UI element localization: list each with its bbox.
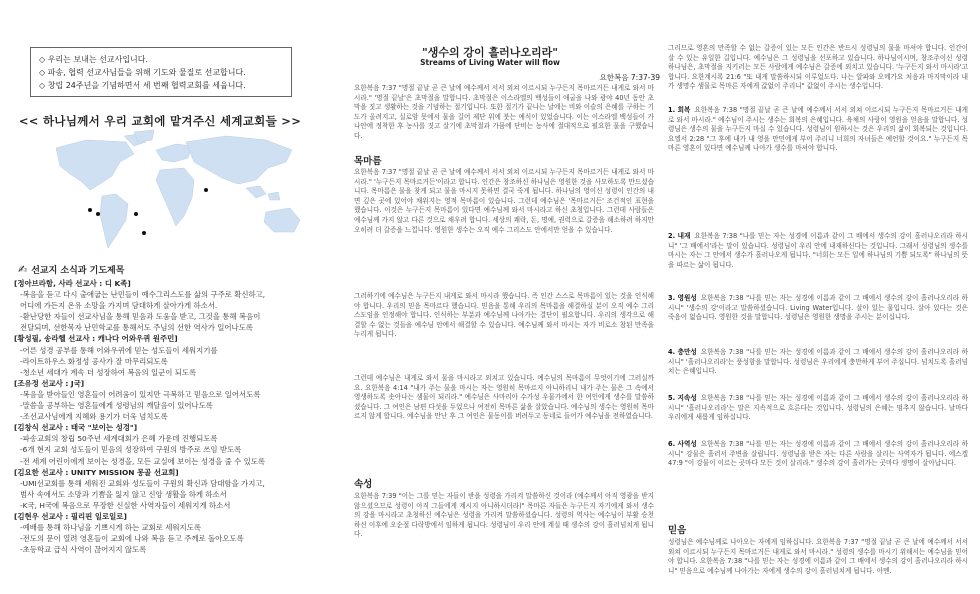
prayer-item: -복음을 받아들인 영혼들이 어려움이 있지만 극복하고 믿음으로 일어서도록 [20,389,261,399]
map-marker [134,212,138,216]
right-paragraph: 그리므로 영혼의 만족할 수 없는 갈증이 있는 모든 인간은 반드시 성령님의 물을 마셔야 합니다. 인간이 살 수 있는 유일한 길입니다. 예수님은 그 성령님을 선포하고 있습니다. 하나님이시며, 창조주이신 성령 하나님은, 초막절을 지키러는 모든 사람에게 예수님은 갈증에 외치고 있습니다. '누구든지 와서 마시라'고 합니다. 요한계시록 21:6 "또 내게 말씀하시되 이루었도다. 나는 알파와 오메가요 처음과 마지막이라 내가 생명수 샘물로 목마른 자에게 값없이 주리니" 값없이 주시는 생수입니다. [668,44,968,91]
prayer-item: -어른 성경 공부를 통해 어와우퀴에 믿는 성도들이 세워지기를 [20,345,218,355]
prayer-item: 전달되며, 선한목자 난민학교를 통해서도 주님의 선한 역사가 일어나도록 [20,323,253,333]
point-text: 요한복음 7:38 "나를 믿는 자는 성경에 이름과 같이 그 배에서 생수의 강이 흘러나오리라 하시니" '흘러나오리라'는 풍성함을 말합니다. 성령님은 우리에게 충만하게 부어 주십니다. 넘치도록 흘러넘치는 은혜입니다. [668,348,968,376]
prayer-item: -전도의 문이 열려 영혼들이 교회에 나와 복음 듣고 주께로 돌아오도록 [20,534,244,544]
prayer-item: -UMI선교회를 통해 세워진 교회와 성도들이 구원의 확신과 담대함을 가지고, [20,478,265,488]
sermon-point [668,294,968,344]
sermon-paragraph: 요한복음 7:37 "명절 끝날 곧 큰 날에 예수께서 서서 외쳐 이르시되 누구든지 목마르거든 내게로 와서 마시라." '누구든지 목마르거든'이라고 합니다. 인간은 창조하신 하나님은 영원한 것을 사모하도록 만드셨습니다. 목마름은 물을 찾게 되고 물을 마시지 못하면 결국 죽게 됩니다. 하나님의 영이신 성령이 인간의 내면 깊은 곳에 있어야 채워지는 영적 목마름이 있습니다. 그런데 예수님은 '목마르거든' 조건적인 표현을 했습니다. 이것은 누구든지 목마름이 있다면 예수님께 와서 마시라고 하신 초청입니다. 그런데 사람들은 예수님께 가지 않고 다른 것으로 채우려 합니다. 세상의 쾌락, 돈, 명예, 권력으로 갈증을 해소하려 하지만 오히려 더 갈증을 느낍니다. 영원한 생수는 오직 예수 그리스도 안에서만 얻을 수 있습니다. [354,168,654,234]
point-title: 회복 [677,106,691,114]
missionary-header: [정아브라함, 사라 선교사 : 디 K족] [14,279,131,288]
map-marker [88,208,92,212]
prayer-item: 범사 속에서도 소망과 기쁨을 잃지 않고 신앙 생활을 하게 하소서 [20,489,227,499]
mission-line: ◇ 파송, 협력 선교사님들을 위해 기도와 물질로 선교합니다. [39,68,246,77]
sermon-subtitle: Streams of Living Water will flow [420,58,560,67]
point-title: 충만성 [677,348,697,356]
prayer-item: -복음을 듣고 다시 출애굽는 난민들이 예수그리스도를 삶의 구주로 확신하고, [20,290,266,300]
point-number: 4. [668,348,676,356]
prayer-item: -6개 현지 교회 성도들이 믿음의 성장하여 구원의 방주로 쓰임 받도록 [20,445,242,455]
sermon-title: "생수의 강이 흘러나오리라" [421,46,558,59]
map-marker [142,231,146,235]
mission-line: ◇ 우리는 보내는 선교사입니다. [39,55,149,64]
world-map [16,128,320,260]
prayer-item: -청소년 세대가 계속 더 성장하여 복음의 일군이 되도록 [20,367,197,377]
pen-icon: ✍ [18,263,28,276]
point-title: 내재 [677,232,691,240]
world-map-graphic [16,128,320,260]
sermon-paragraph: 그러하기에 예수님은 누구든지 내게로 와서 마시라 했습니다. 즉 인간 스스로 목마름이 있는 것을 인식해야 합니다. 우리의 믿음 목마르다 했습니다. 믿음을 통해 우리의 목마름을 해결하실 분이 오직 예수 그리스도임을 인정해야 합니다. 인식하는 부분과 예수님께 나아가는 결단이 필요합니다. 우리의 생각으로 해결할 수 없는 것들을 예수님 안에서 해결할 수 있습니다. 예수님께 와서 마시는 자가 비로소 참된 만족을 누리게 됩니다. [354,292,654,339]
sermon-point [668,394,968,436]
prayer-list [14,278,316,555]
map-marker [204,188,208,192]
section-heading: 믿음 [668,525,687,536]
sermon-paragraph: 그런데 예수님은 내게로 와서 물을 마시라고 외치고 있습니다. 예수님의 목마름이 무엇이기에 그러실까요. 요한복음 4:14 "내가 주는 물을 마시는 자는 영원히 목마르지 아니하리니 내가 주는 물은 그 속에서 영생하도록 솟아나는 샘물이 되리라." 예수님은 사마리아 수가성 우물가에서 한 여인에게 생수를 말씀하셨습니다. 그 여인은 남편 다섯을 두었으나 여전히 목마른 삶을 살았습니다. 예수님의 생수는 영원히 목마르지 않게 합니다. 예수님을 만난 후 그 여인은 물동이를 버려두고 동네로 들어가 예수님을 전하였습니다. [354,374,654,421]
map-marker [96,212,100,216]
missionary-header: [김창식 선교사 : 태국 "보이는 성경"] [14,423,138,433]
sermon-reference: 요한복음 7:37-39 [599,73,660,82]
sermon-point [668,440,968,518]
prayer-item: -조선교사님에게 지혜와 용기가 더욱 넘치도록 [20,412,168,422]
point-number: 3. [668,294,676,302]
point-text: 요한복음 7:38 "명절 끝날 곧 큰 날에 예수께서 서서 외쳐 이르시되 누구든지 목마르거든 내게로 와서 마시라." 예수님이 주시는 생수는 회복의 은혜입니다. 육체의 사랑이 영원을 얻음을 말합니다. 성령님은 생수의 물을 누구든지 마실 수 있습니다. 성령님이 원하시는 것은 우리의 삶이 회복되는 것입니다. 요엘서 2:28 "그 후에 내가 내 영을 만민에게 부어 주리니 너희의 자녀들은 예언할 것이요." 누구든지 목마른 영혼이 있다면 예수님께 나아가 생수를 마셔야 합니다. [668,106,968,153]
missionary-header: [황성필, 송라헬 선교사 : 캐나다 어와우퀴 원주민] [14,334,178,344]
point-text: 요한복음 7:38 "나를 믿는 자는 성경에 이름과 같이 그 배에서 생수의 강이 흘러나오리라 하시니" '생수의 강'이라고 말씀하셨습니다. Living Water입니다. 살아 있는 물입니다. 살아 있다는 것은 죽음이 없습니다. 영원한 것을 말합니다. 성령님은 영원한 생명을 주시는 분이십니다. [668,294,968,322]
section-heading: 목마름 [354,156,382,167]
point-number: 5. [668,394,676,402]
prayer-item: -말씀을 공부하는 영혼들에게 성령님의 깨달음이 있어나도록 [20,401,213,411]
sermon-point [668,348,968,390]
missionary-header: [조유정 선교사 : J국] [14,378,85,388]
right-paragraph: 성령님은 예수님께로 나아오는 자에게 임하십니다. 요한복음 7:37 "명절 끝날 곧 큰 날에 예수께서 서서 외쳐 이르시되 누구든지 목마르거든 내게로 와서 마시라." 성령의 생수를 마시기 위해서는 예수님을 믿어야 합니다. 요한복음 7:38 "나를 믿는 자는 성경에 이름과 같이 그 배에서 생수의 강이 흘러나오리라 하시니" 믿음으로 예수님께 나아가는 자에게 생수의 강이 흘러넘치게 됩니다. 아멘. [668,538,968,575]
point-number: 2. [668,232,676,240]
prayer-item: -전 세계 어린이에게 보이는 성경을, 모든 교실에 보이는 성경을 줄 수 있도록 [20,456,266,466]
point-title: 사역성 [677,440,697,448]
point-text: 요한복음 7:38 "나를 믿는 자는 성경에 이름과 같이 그 배에서 생수의 강이 흘러나오리라 하시니" '흘러나오리라'는 말은 지속적으로 흐른다는 것입니다. 성령님의 은혜는 멈추지 않습니다. 날마다 우리에게 새롭게 임하십니다. [668,394,968,422]
missionary-header: [김현우 선교사 : 필리핀 일로일로] [14,511,127,521]
point-text: 요한복음 7:38 "나를 믿는 자는 성경에 이름과 같이 그 배에서 생수의 강이 흘러나오리라 하시니" 강물은 흘러서 주변을 살립니다. 성령님을 받은 자는 다른 사람을 살리는 사역자가 됩니다. 에스겔 47:9 "이 강물이 이르는 곳마다 모든 것이 살리라." 생수의 강이 흘러가는 곳마다 생명이 살아납니다. [668,440,968,468]
point-title: 지속성 [677,394,697,402]
section-heading: 속성 [354,479,373,490]
sermon-paragraph: 요한복음 7:39 "이는 그를 믿는 자들이 받을 성령을 가리켜 말씀하신 것이라 (예수께서 아직 영광을 받지 않으셨으므로 성령이 아직 그들에게 계시지 아니하시더라)" 목마른 자들은 누구든지 자기에게 와서 생수의 강을 마시라고 초청하신 예수님은 성령을 가리켜 말씀하셨습니다. 성령의 역사는 예수님이 부활 승천하신 이후에 오순절 다락방에서 임하게 됩니다. 성령님이 우리 안에 계실 때 생수의 강이 흘러넘치게 됩니다. [354,492,654,539]
point-text: 요한복음 7:38 "나를 믿는 자는 성경에 이름과 같이 그 배에서 생수의 강이 흘러나오리라 하시니" '그 배에서'라는 말이 있습니다. 성령님이 우리 안에 내재하신다는 것입니다. 그래서 성령님의 생수를 마시는 자는 그 안에서 생수가 흘러나오게 됩니다. "너희는 모든 일에 하나님의 기쁨 되도록" 하나님의 뜻을 따르는 삶이 됩니다. [668,232,968,269]
prayer-item: -라이트하우스 화정성 공사가 잘 마무리되도록 [20,356,168,366]
point-number: 6. [668,440,676,448]
mission-line: ◇ 창립 24주년을 기념하면서 세 번째 협력교회를 세웁니다. [39,81,246,90]
sermon-point [668,232,968,290]
prayer-heading [18,263,124,276]
prayer-item: -환난당한 자들이 선교사님을 통해 믿음과 도움을 받고, 그것을 통해 복음이 [20,312,261,322]
prayer-item: 어디에 가든지 온유 소망을 가지며 담대하게 살아가게 하소서. [20,301,218,311]
sermon-intro: 요한복음 7:37 "명절 끝날 곧 큰 날에 예수께서 서서 외쳐 이르시되 누구든지 목마르거든 내게로 와서 마시라." '명절 끝날'은 초막절을 말합니다. 초막절은 이스라엘의 백성들이 애굽을 나와 광야 40년 동안 초막을 짓고 생활하는 것을 기념하는 절기입니다. 또한 절기가 끝나는 날에는 비와 이슬의 은혜를 구하는 기도가 올려지고, 실로암 못에서 물을 길어 제단 위에 붓는 예식이 있었습니다. 이는 이스라엘 백성들이 가나안에 정착한 후 농사를 짓고 살기에 초막절과 가뭄에 단비는 농사에 절대적으로 필요한 물을 구했습니다. [354,84,654,140]
sermon-point [668,106,968,228]
prayer-heading-text: 선교지 소식과 기도제목 [31,266,125,276]
prayer-item: -K국, H국에 복음으로 무장한 신실한 사역자들이 세워지게 하소서 [20,500,231,510]
point-title: 영원성 [677,294,697,302]
mission-box [30,47,292,97]
prayer-item: -초등학교 급식 사역이 끊어지지 않도록 [20,545,147,555]
prayer-item: -파송교회의 창립 50주년 세계대회가 은혜 가운데 진행되도록 [20,434,218,444]
prayer-item: -예배를 통해 하나님을 기쁘시게 하는 교회로 세워지도록 [20,523,201,533]
point-number: 1. [668,106,676,114]
map-title: << 하나님께서 우리 교회에 맡겨주신 세계교회들 >> [18,114,302,128]
missionary-header: [김요한 선교사 : UNITY MISSION 몽골 선교회] [14,467,179,477]
